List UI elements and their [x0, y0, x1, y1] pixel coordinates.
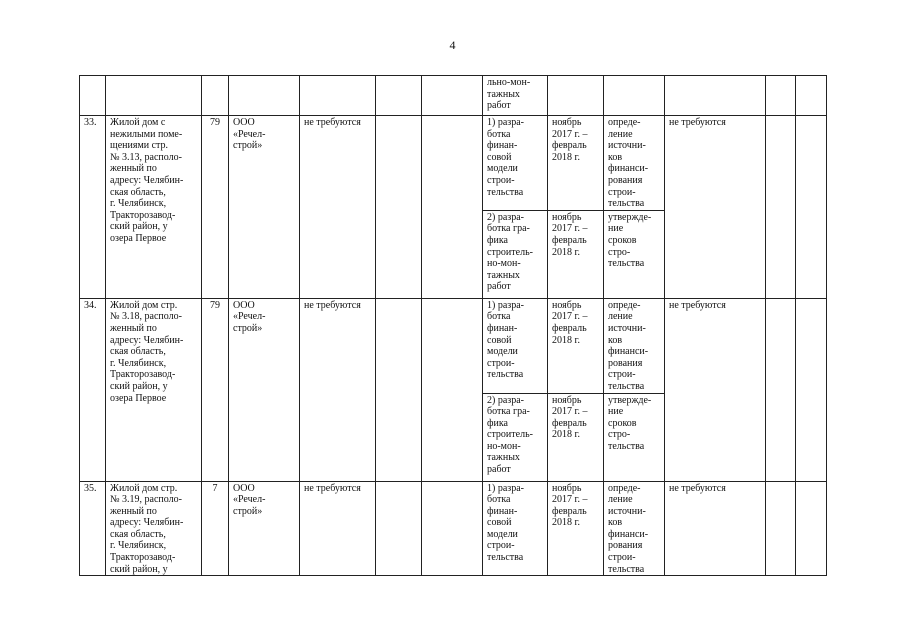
- table-row: [80, 481, 827, 576]
- requirement-value: не требуются: [300, 298, 376, 481]
- subtask-period: ноябрь 2017 г. – февраль 2018 г.: [548, 210, 604, 298]
- subtask-purpose: опреде- ление источни- ков финанси- рования строи- тельства: [604, 481, 665, 576]
- cell-empty-d: [796, 298, 827, 481]
- result-value: не требуются: [665, 298, 766, 481]
- cell-purpose: [604, 76, 665, 116]
- cell-work: льно-мон- тажных работ: [483, 76, 548, 116]
- cell-empty-b: [422, 116, 483, 299]
- subtask-period: ноябрь 2017 г. – февраль 2018 г.: [548, 393, 604, 481]
- requirement-value: не требуются: [300, 116, 376, 299]
- subtask-work: 2) разра- ботка гра- фика строитель- но-мон- тажных работ: [483, 393, 548, 481]
- developer-name: ООО «Речел- строй»: [229, 298, 300, 481]
- apartment-count: 79: [202, 298, 229, 481]
- cell-object: [106, 76, 202, 116]
- cell-empty-a: [376, 298, 422, 481]
- cell-empty-c: [766, 76, 796, 116]
- cell-num: [80, 76, 106, 116]
- table-row: [80, 116, 827, 211]
- subtask-period: ноябрь 2017 г. – февраль 2018 г.: [548, 116, 604, 211]
- subtask-purpose: опреде- ление источни- ков финанси- рования строи- тельства: [604, 298, 665, 393]
- row-number: 33.: [80, 116, 106, 299]
- cell-count: [202, 76, 229, 116]
- apartment-count: 7: [202, 481, 229, 576]
- developer-name: ООО «Речел- строй»: [229, 116, 300, 299]
- subtask-work: 1) разра- ботка финан- совой модели строи- тельства: [483, 298, 548, 393]
- cell-empty-c: [766, 298, 796, 481]
- cell-result: [665, 76, 766, 116]
- object-description: Жилой дом с нежилыми поме- щениями стр. № 3.13, располо- женный по адресу: Челябин- ская область, г. Челябинск, Тракторозавод- ский район, у озера Первое: [106, 116, 202, 299]
- subtask-work: 1) разра- ботка финан- совой модели строи- тельства: [483, 481, 548, 576]
- result-value: не требуются: [665, 481, 766, 576]
- row-number: 35.: [80, 481, 106, 576]
- subtask-period: ноябрь 2017 г. – февраль 2018 г.: [548, 298, 604, 393]
- subtask-purpose: опреде- ление источни- ков финанси- рования строи- тельства: [604, 116, 665, 211]
- cell-empty-b: [422, 76, 483, 116]
- apartment-count: 79: [202, 116, 229, 299]
- table-row-continuation: [80, 76, 827, 116]
- cell-empty-d: [796, 116, 827, 299]
- cell-requirement: [300, 76, 376, 116]
- cell-empty-a: [376, 116, 422, 299]
- requirement-value: не требуются: [300, 481, 376, 576]
- construction-table: [79, 75, 827, 576]
- subtask-work: 1) разра- ботка финан- совой модели строи- тельства: [483, 116, 548, 211]
- page-number: 4: [449, 38, 456, 52]
- object-description: Жилой дом стр. № 3.19, располо- женный по адресу: Челябин- ская область, г. Челябинск, Тракторозавод- ский район, у: [106, 481, 202, 576]
- cell-empty-b: [422, 481, 483, 576]
- cell-empty-a: [376, 481, 422, 576]
- result-value: не требуются: [665, 116, 766, 299]
- table-row: [80, 298, 827, 393]
- cell-empty-c: [766, 116, 796, 299]
- cell-period: [548, 76, 604, 116]
- subtask-work: 2) разра- ботка гра- фика строитель- но-мон- тажных работ: [483, 210, 548, 298]
- cell-empty-d: [796, 481, 827, 576]
- subtask-period: ноябрь 2017 г. – февраль 2018 г.: [548, 481, 604, 576]
- cell-company: [229, 76, 300, 116]
- subtask-purpose: утвержде- ние сроков стро- тельства: [604, 210, 665, 298]
- row-number: 34.: [80, 298, 106, 481]
- object-description: Жилой дом стр. № 3.18, располо- женный по адресу: Челябин- ская область, г. Челябинск, Тракторозавод- ский район, у озера Первое: [106, 298, 202, 481]
- cell-empty-b: [422, 298, 483, 481]
- cell-empty-c: [766, 481, 796, 576]
- cell-empty-d: [796, 76, 827, 116]
- subtask-purpose: утвержде- ние сроков стро- тельства: [604, 393, 665, 481]
- cell-empty-a: [376, 76, 422, 116]
- developer-name: ООО «Речел- строй»: [229, 481, 300, 576]
